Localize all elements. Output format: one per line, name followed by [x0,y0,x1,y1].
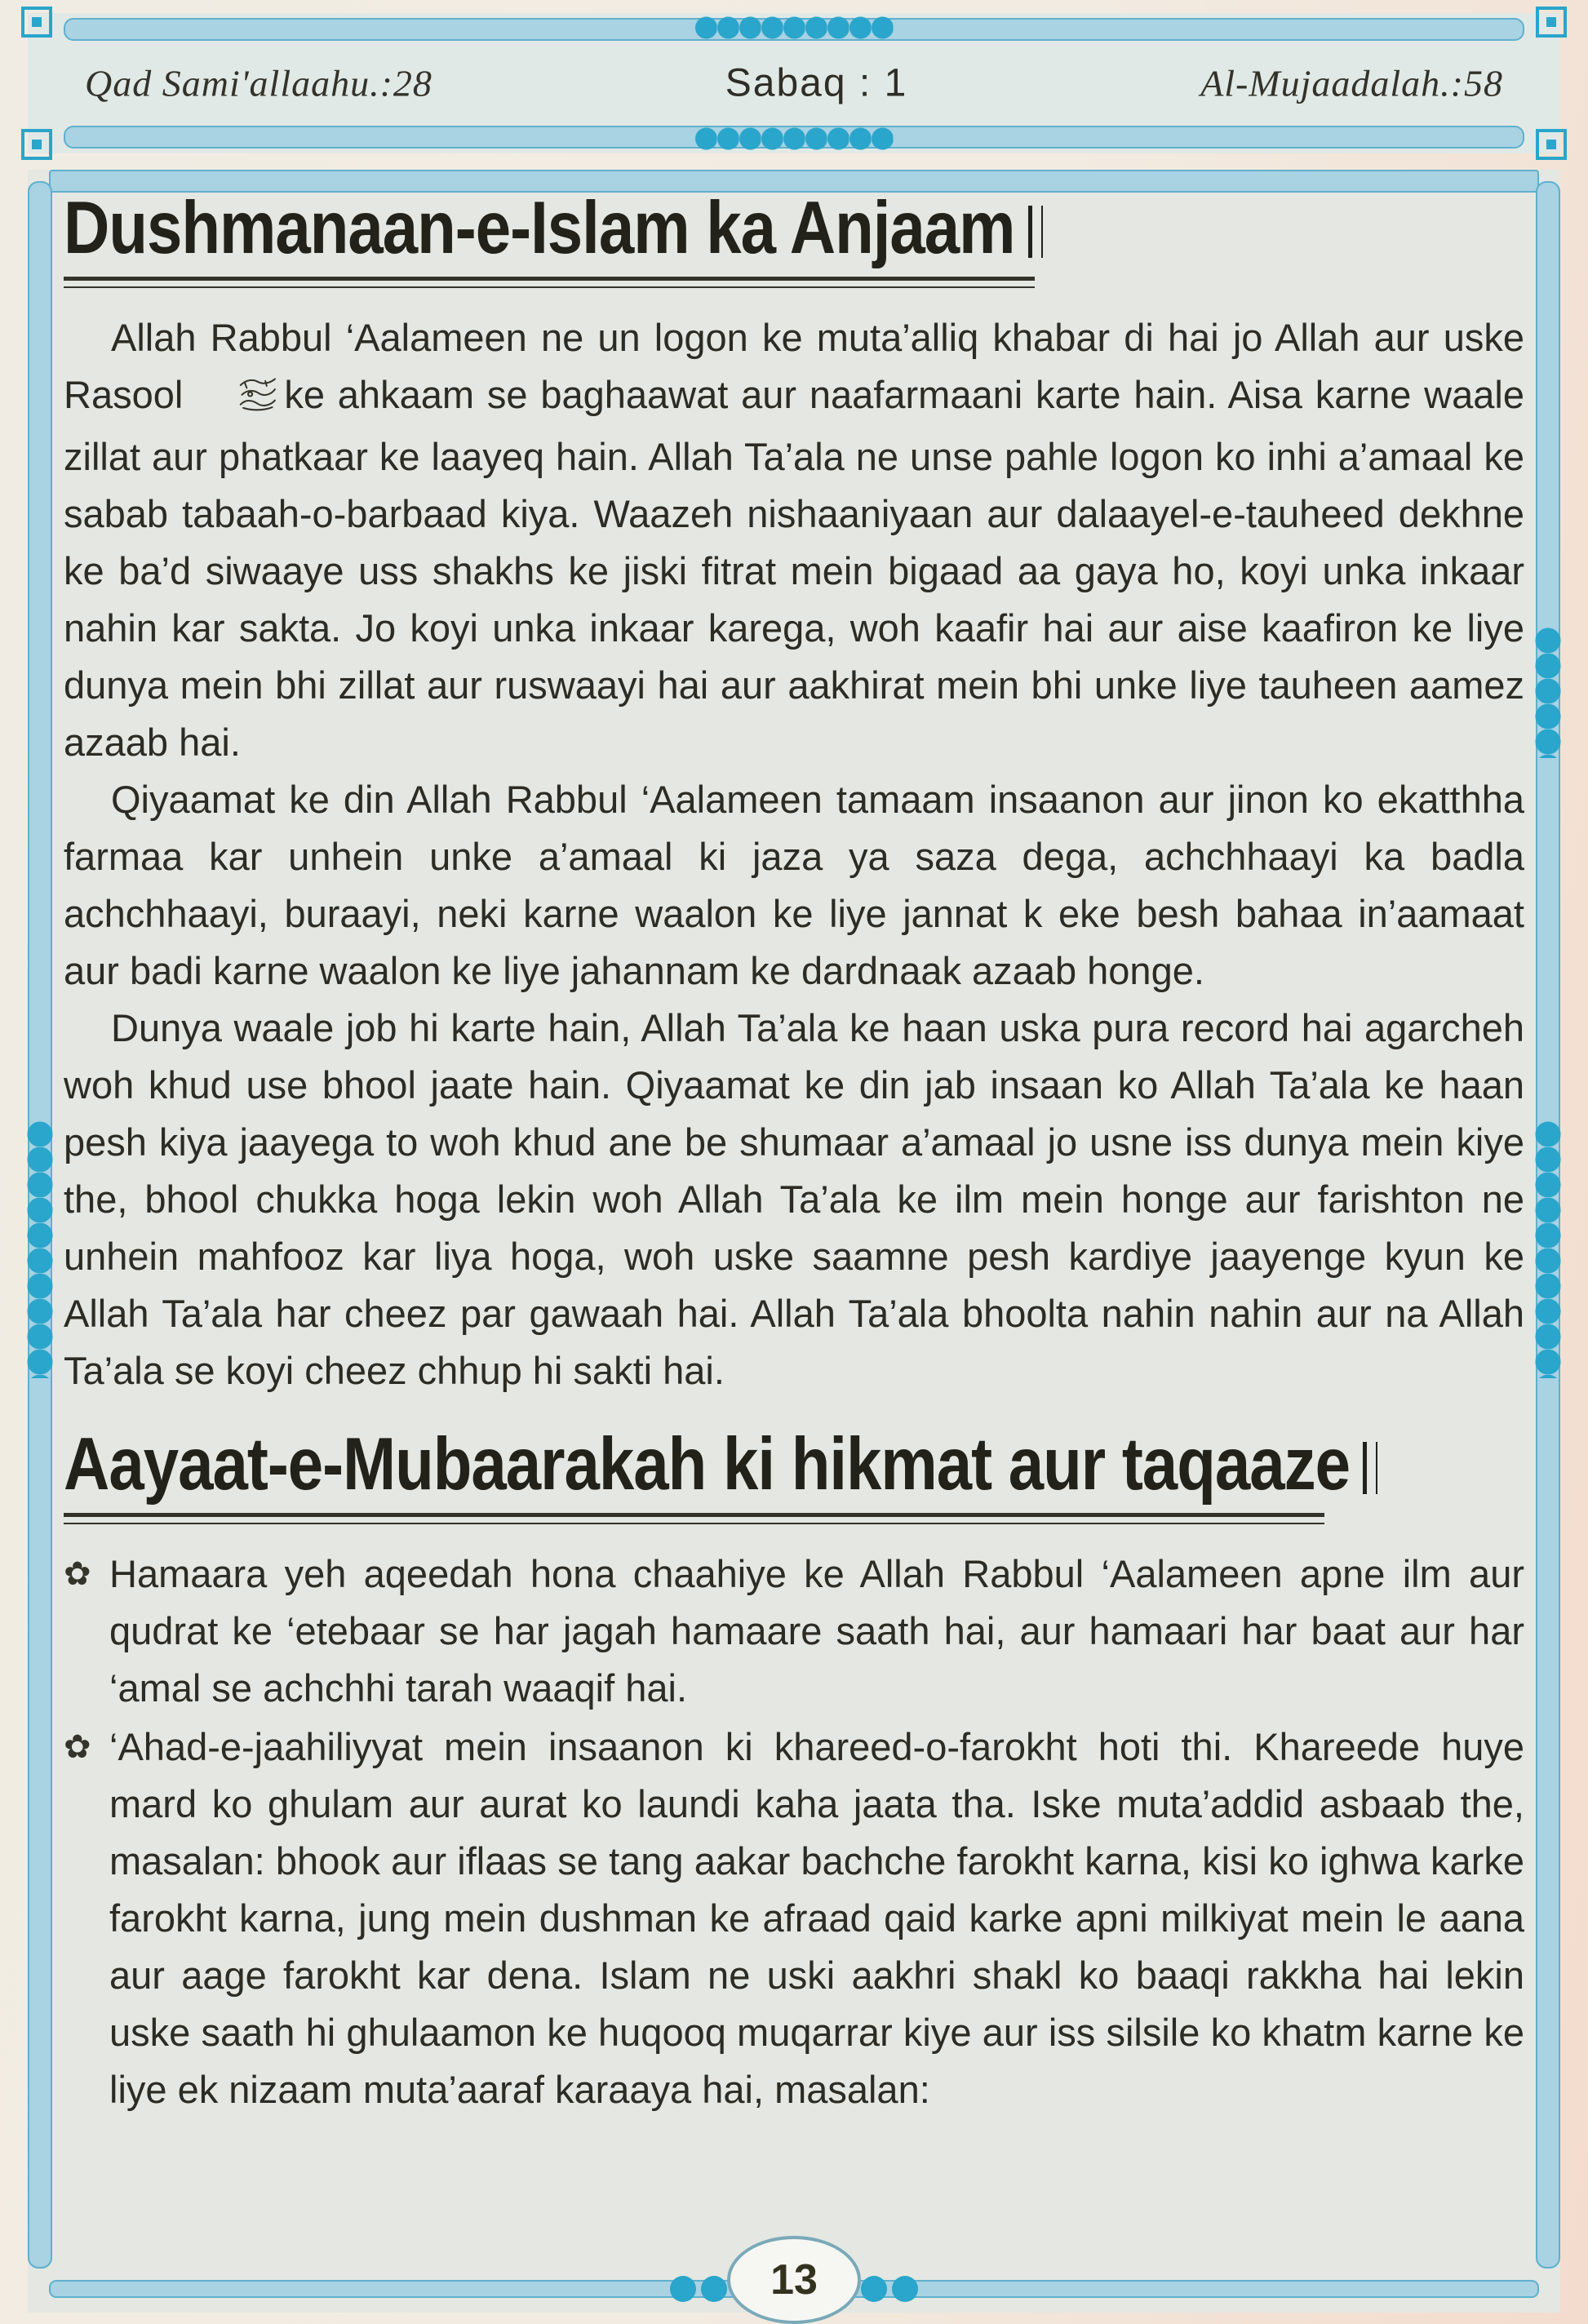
paragraph-3: Dunya waale job hi karte hain, Allah Ta’ala ke haan uska pura record hai agarcheh woh khud use bhool jaate hain. Qiyaamat ke din jab insaan ko Allah Ta’ala ke haan pesh kiya jaayega to woh khud ane be shumaar a’amaal jo usne iss dunya mein kiye the, bhool chukka hoga lekin woh Allah Ta’ala ke ilm mein honge aur farishton ne unhein mahfooz kar liya hoga, woh uske saamne pesh kardiye jaayenge kyun ke Allah Ta’ala har cheez par gawaah hai. Allah Ta’ala bhoolta nahin nahin aur na Allah Ta’ala se koyi cheez chhup hi sakti hai. [64,1006,1524,1392]
paragraph-1 [64,309,1524,771]
section-2-heading: Aayaat-e-Mubaarakah ki hikmat aur taqaaze [64,1421,1350,1506]
page-content [64,186,1524,2255]
bullet-item-1 [64,1546,1524,1717]
flower-bullet-icon: ✿ [64,1556,91,1592]
sallallahu-alayhi-wasallam-icon [188,371,279,428]
bead-ornament-icon [695,14,894,42]
flower-bullet-icon: ✿ [64,1729,91,1765]
corner-ornament-icon [21,129,52,160]
page-frame [28,170,1560,2313]
footer-border [49,2256,1539,2304]
heading-double-bar-icon [1028,206,1043,258]
bead-ornament-icon [24,1121,55,1378]
bead-ornament-icon [670,2276,696,2302]
bead-ornament-icon [701,2276,727,2302]
bullet-item-2 [64,1719,1524,2118]
frame-left-border [28,181,52,2269]
paragraph-2: Qiyaamat ke din Allah Rabbul ‘Aalameen tamaam insaanon aur jinon ko ekatthha farmaa kar unhein unke a’amaal ki jaza ya saza dega, achchhaayi ka badla achchhaayi, buraayi, neki karne waalon ke liye jannat k eke besh bahaa in’aamaat aur badi karne waalon ke liye jahannam ke dardnaak azaab honge. [64,778,1524,992]
page-number: 13 [770,2256,818,2304]
bead-ornament-icon [861,2276,887,2302]
page-number-badge [727,2236,861,2324]
frame-right-border [1536,181,1560,2269]
corner-ornament-icon [21,7,52,38]
paragraph-1-text: ke ahkaam se baghaawat aur naafarmaani karte hain. Aisa karne waale zillat aur phatkaar ke laayeq hain. Allah Ta’ala ne unse pahle logon ko inhi a’amaal ke sabab tabaah-o-barbaad kiya. Waazeh nishaaniyaan aur dalaayel-e-tauheed dekhne ke ba’d siwaaye uss shakhs ke jiski fitrat mein bigaad aa gaya ho, koyi unka inkaar nahin kar sakta. Jo koyi unka inkaar karega, woh kaafir hai aur aise kaafiron ke liye dunya mein bhi zillat aur ruswaayi hai aur aakhirat mein bhi unke liye tauheen aamez azaab hai. [64,373,1524,764]
heading-underline [64,1513,1324,1524]
section-1-heading: Dushmanaan-e-Islam ka Anjaam [64,185,1015,269]
bead-ornament-icon [892,2276,918,2302]
bead-ornament-icon [1533,628,1564,758]
corner-ornament-icon [1536,7,1567,38]
bullet-list [64,1546,1524,2118]
header-right-reference: Al-Mujaadalah.:58 [1200,62,1503,104]
header-left-reference: Qad Sami'allaahu.:28 [85,62,432,104]
heading-underline [64,277,1035,288]
bullet-1-text: Hamaara yeh aqeedah hona chaahiye ke Allah Rabbul ‘Aalameen apne ilm aur qudrat ke ‘etebaar se har jagah hamaare saath hai, aur hamaari har baat aur har ‘amal se achchhi tarah waaqif hai. [109,1552,1524,1710]
paragraph-1-text: Allah Rabbul ‘Aalameen ne un logon ke muta’alliq khabar di hai jo Allah aur uske Rasool [64,316,1524,416]
bead-ornament-icon [695,125,894,153]
bead-ornament-icon [1533,1121,1564,1378]
section-2-heading-block [64,1421,1524,1524]
section-1-heading-block [64,185,1524,288]
header-lesson-title: Sabaq : 1 [725,61,908,105]
corner-ornament-icon [1536,129,1567,160]
header-band [28,13,1560,153]
heading-double-bar-icon [1363,1442,1377,1494]
bullet-2-text: ‘Ahad-e-jaahiliyyat mein insaanon ki khareed-o-farokht hoti thi. Khareede huye mard ko ghulam aur aurat ko laundi kaha jaata tha. Iske muta’addid asbaab the, masalan: bhook aur iflaas se tang aakar bachche farokht karna, kisi ko ighwa karke farokht karna, jung mein dushman ke afraad qaid karke apni milkiyat mein le aana aur aage farokht kar dena. Islam ne uski aakhri shakl ko baaqi rakkha hai lekin uske saath hi ghulaamon ke huqooq muqarrar kiye aur iss silsile ko khatm karne ke liye ek nizaam muta’aaraf karaaya hai, masalan: [109,1725,1524,2111]
